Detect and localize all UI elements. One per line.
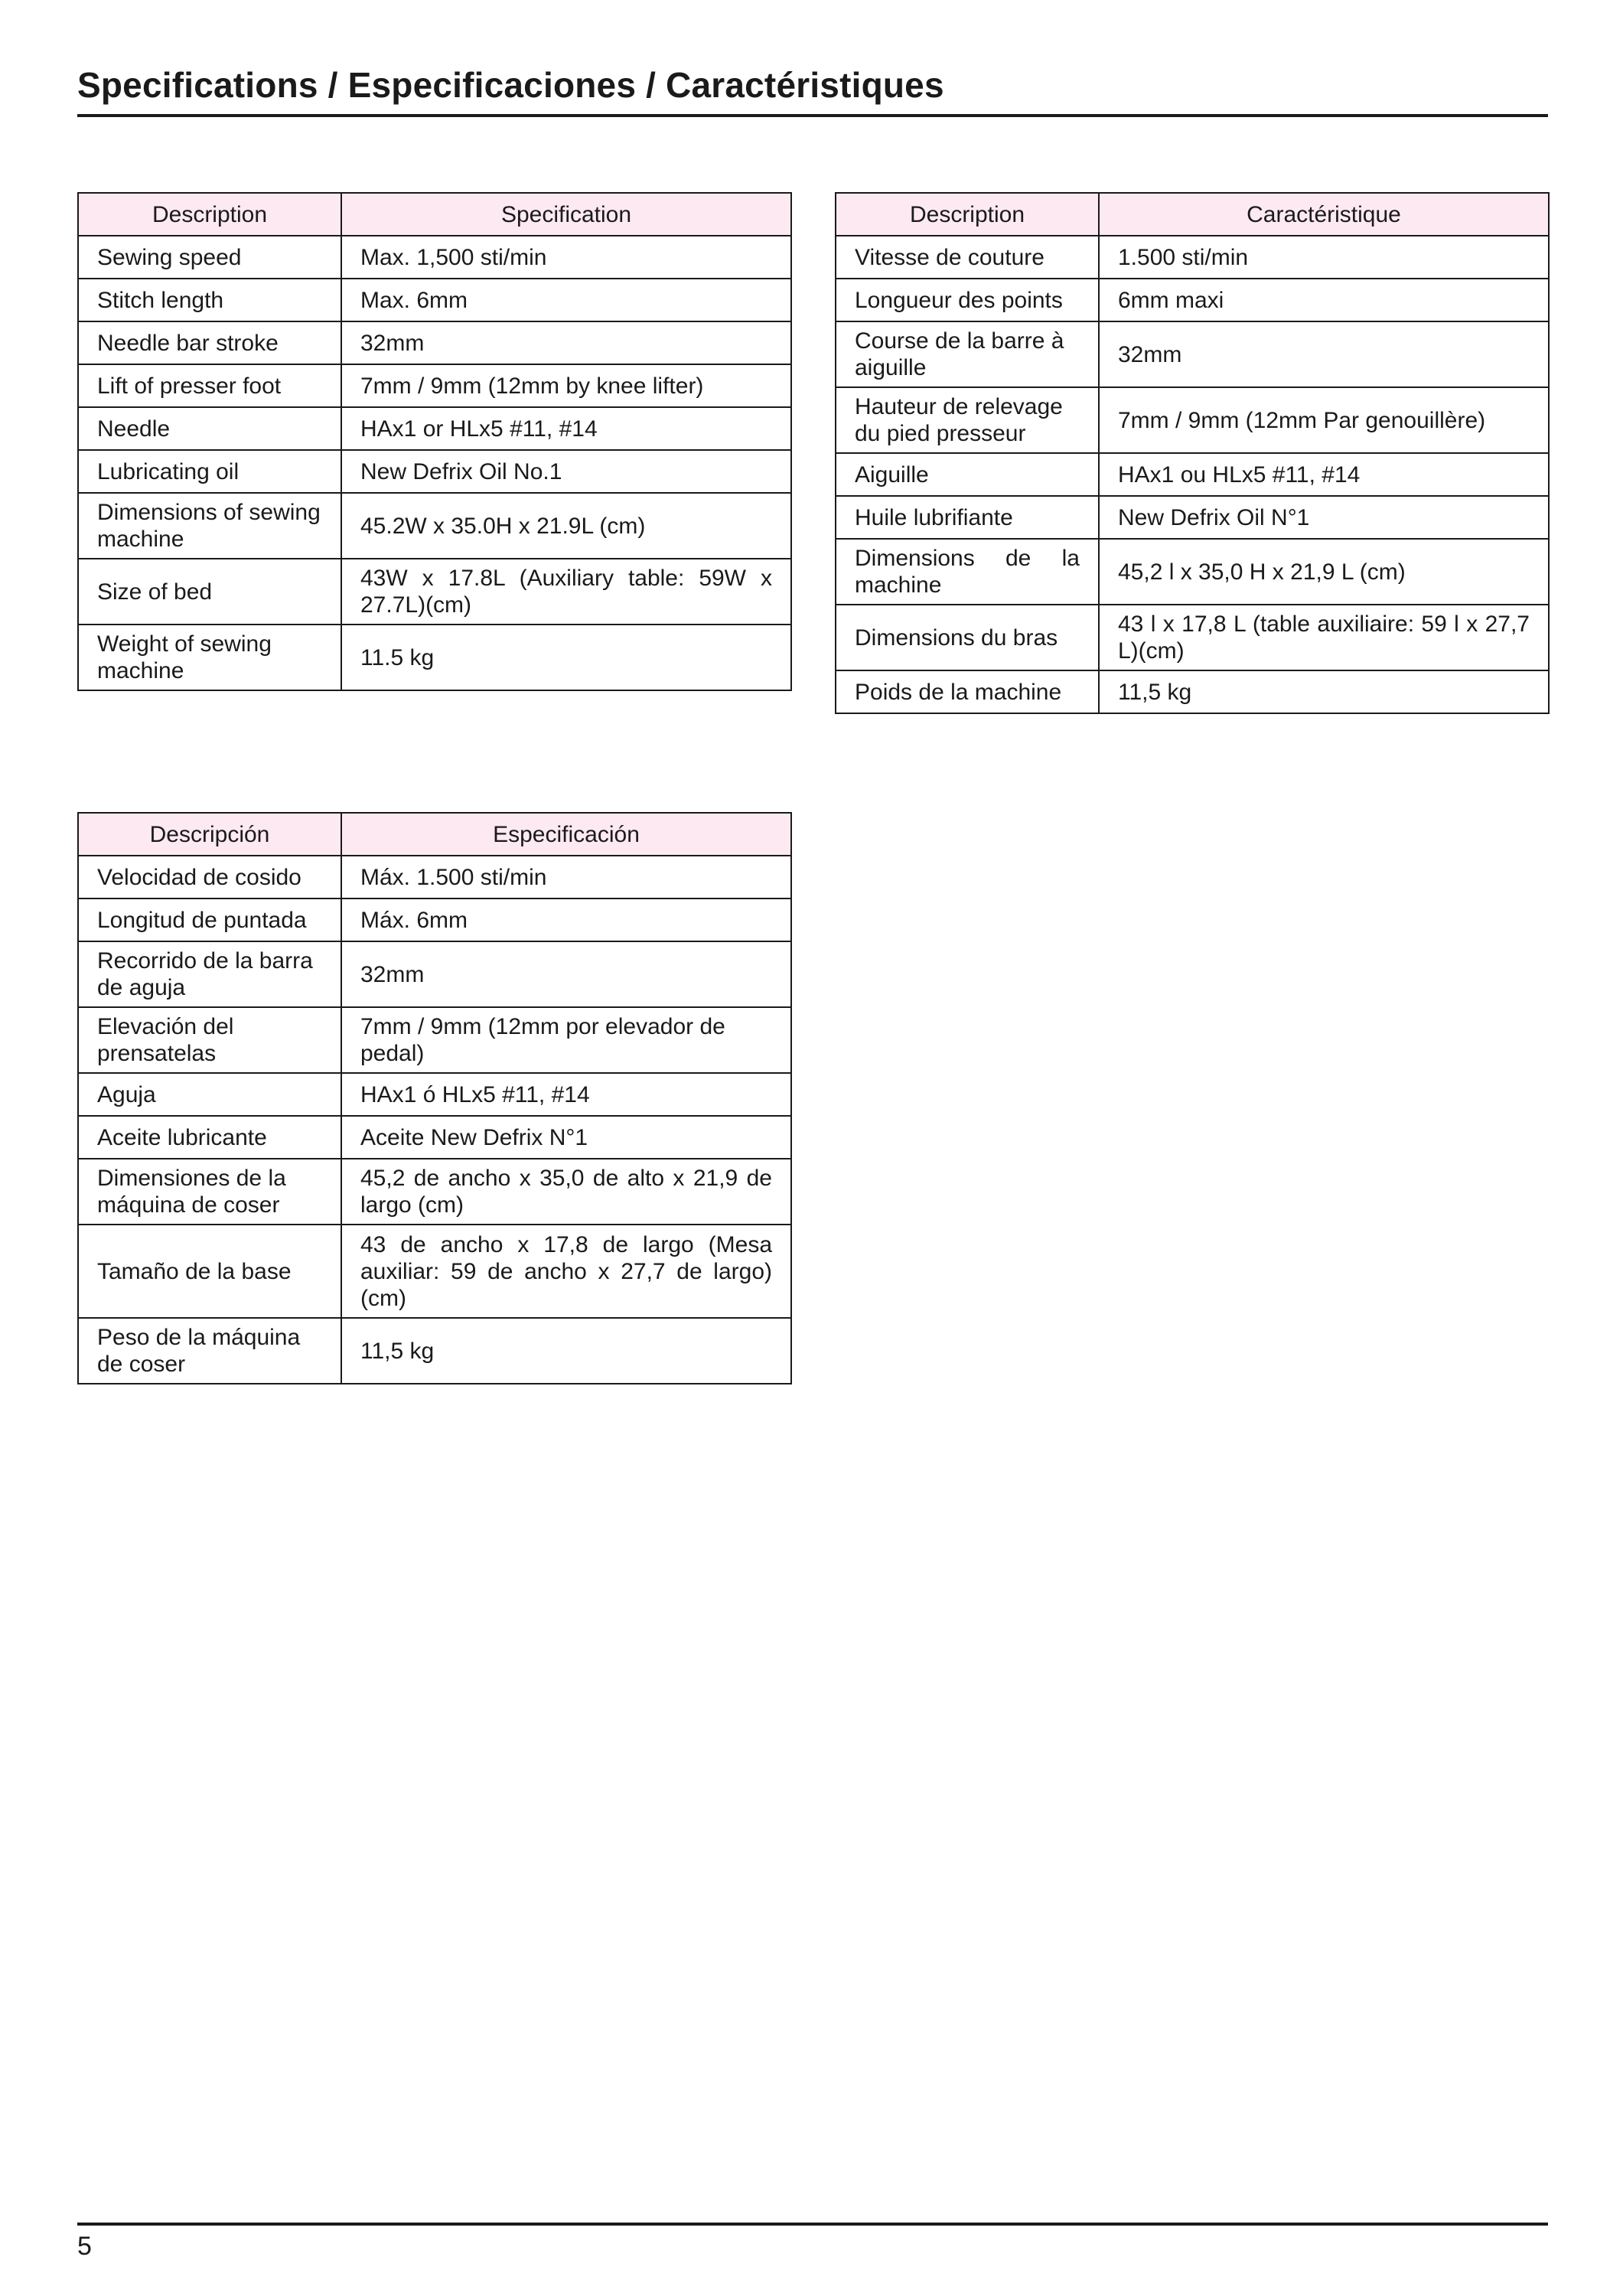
row-value: HAx1 ou HLx5 #11, #14 [1099,453,1549,496]
row-value: 43W x 17.8L (Auxiliary table: 59W x 27.7L)(cm) [341,559,791,625]
row-value: 7mm / 9mm (12mm by knee lifter) [341,364,791,407]
row-label: Longitud de puntada [78,899,341,941]
row-label: Longueur des points [836,279,1099,321]
row-value: New Defrix Oil No.1 [341,450,791,493]
row-value: 11.5 kg [341,625,791,690]
table-row [78,321,791,364]
row-value: HAx1 or HLx5 #11, #14 [341,407,791,450]
row-value: 7mm / 9mm (12mm Par genouillère) [1099,387,1549,453]
row-label: Dimensions of sewing machine [78,493,341,559]
table-row [78,279,791,321]
row-label: Tamaño de la base [78,1225,341,1318]
row-value: Máx. 1.500 sti/min [341,856,791,899]
row-value: 11,5 kg [1099,670,1549,713]
row-value: 32mm [341,941,791,1007]
row-value: 11,5 kg [341,1318,791,1384]
header-description: Description [78,193,341,236]
row-label: Dimensions du bras [836,605,1099,670]
row-label: Stitch length [78,279,341,321]
row-value: 6mm maxi [1099,279,1549,321]
row-label: Size of bed [78,559,341,625]
header-descripcion: Descripción [78,813,341,856]
table-row [836,539,1549,605]
row-label: Dimensions de la machine [836,539,1099,605]
row-label: Hauteur de relevage du pied presseur [836,387,1099,453]
table-row [78,856,791,899]
row-label: Velocidad de cosido [78,856,341,899]
row-label: Vitesse de couture [836,236,1099,279]
table-row [78,1007,791,1073]
row-label: Poids de la machine [836,670,1099,713]
specifications-table-english [77,192,792,691]
table-row [78,1318,791,1384]
row-value: Max. 6mm [341,279,791,321]
row-label: Weight of sewing machine [78,625,341,690]
row-label: Aiguille [836,453,1099,496]
row-value: 32mm [1099,321,1549,387]
table-row [836,605,1549,670]
table-row [78,941,791,1007]
table-row [78,1116,791,1159]
header-caracteristique: Caractéristique [1099,193,1549,236]
row-value: New Defrix Oil N°1 [1099,496,1549,539]
table-row [836,453,1549,496]
row-label: Sewing speed [78,236,341,279]
table-row [78,450,791,493]
table-row [78,364,791,407]
row-value: Max. 1,500 sti/min [341,236,791,279]
row-value: 45,2 de ancho x 35,0 de alto x 21,9 de largo (cm) [341,1159,791,1225]
page-number: 5 [77,2232,92,2261]
row-value: 1.500 sti/min [1099,236,1549,279]
table-row [78,1073,791,1116]
row-value: 43 de ancho x 17,8 de largo (Mesa auxiliar: 59 de ancho x 27,7 de largo)(cm) [341,1225,791,1318]
table-row [78,407,791,450]
row-value: 7mm / 9mm (12mm por elevador de pedal) [341,1007,791,1073]
table-row [78,559,791,625]
header-especificacion: Especificación [341,813,791,856]
row-label: Peso de la máquina de coser [78,1318,341,1384]
header-specification: Specification [341,193,791,236]
row-label: Needle [78,407,341,450]
row-label: Needle bar stroke [78,321,341,364]
table-row [78,625,791,690]
row-label: Recorrido de la barra de aguja [78,941,341,1007]
row-label: Aceite lubricante [78,1116,341,1159]
table-row [78,493,791,559]
table-row [78,899,791,941]
row-value: 45.2W x 35.0H x 21.9L (cm) [341,493,791,559]
table-row [836,279,1549,321]
row-label: Dimensiones de la máquina de coser [78,1159,341,1225]
table-row [78,1159,791,1225]
header-description: Description [836,193,1099,236]
table-row [836,387,1549,453]
footer-divider [77,2223,1548,2226]
row-label: Elevación del prensatelas [78,1007,341,1073]
table-row [78,1225,791,1318]
row-value: HAx1 ó HLx5 #11, #14 [341,1073,791,1116]
specifications-table-french [835,192,1550,714]
table-row [78,236,791,279]
row-label: Course de la barre à aiguille [836,321,1099,387]
table-row [836,236,1549,279]
row-value: Máx. 6mm [341,899,791,941]
table-row [836,496,1549,539]
row-value: 32mm [341,321,791,364]
row-label: Aguja [78,1073,341,1116]
table-row [836,670,1549,713]
row-value: 45,2 l x 35,0 H x 21,9 L (cm) [1099,539,1549,605]
row-label: Huile lubrifiante [836,496,1099,539]
row-label: Lift of presser foot [78,364,341,407]
specifications-table-spanish [77,812,792,1384]
table-row [836,321,1549,387]
page-title: Specifications / Especificaciones / Caractéristiques [77,65,944,105]
row-value: 43 l x 17,8 L (table auxiliaire: 59 l x 27,7 L)(cm) [1099,605,1549,670]
row-value: Aceite New Defrix N°1 [341,1116,791,1159]
title-divider [77,114,1548,117]
row-label: Lubricating oil [78,450,341,493]
